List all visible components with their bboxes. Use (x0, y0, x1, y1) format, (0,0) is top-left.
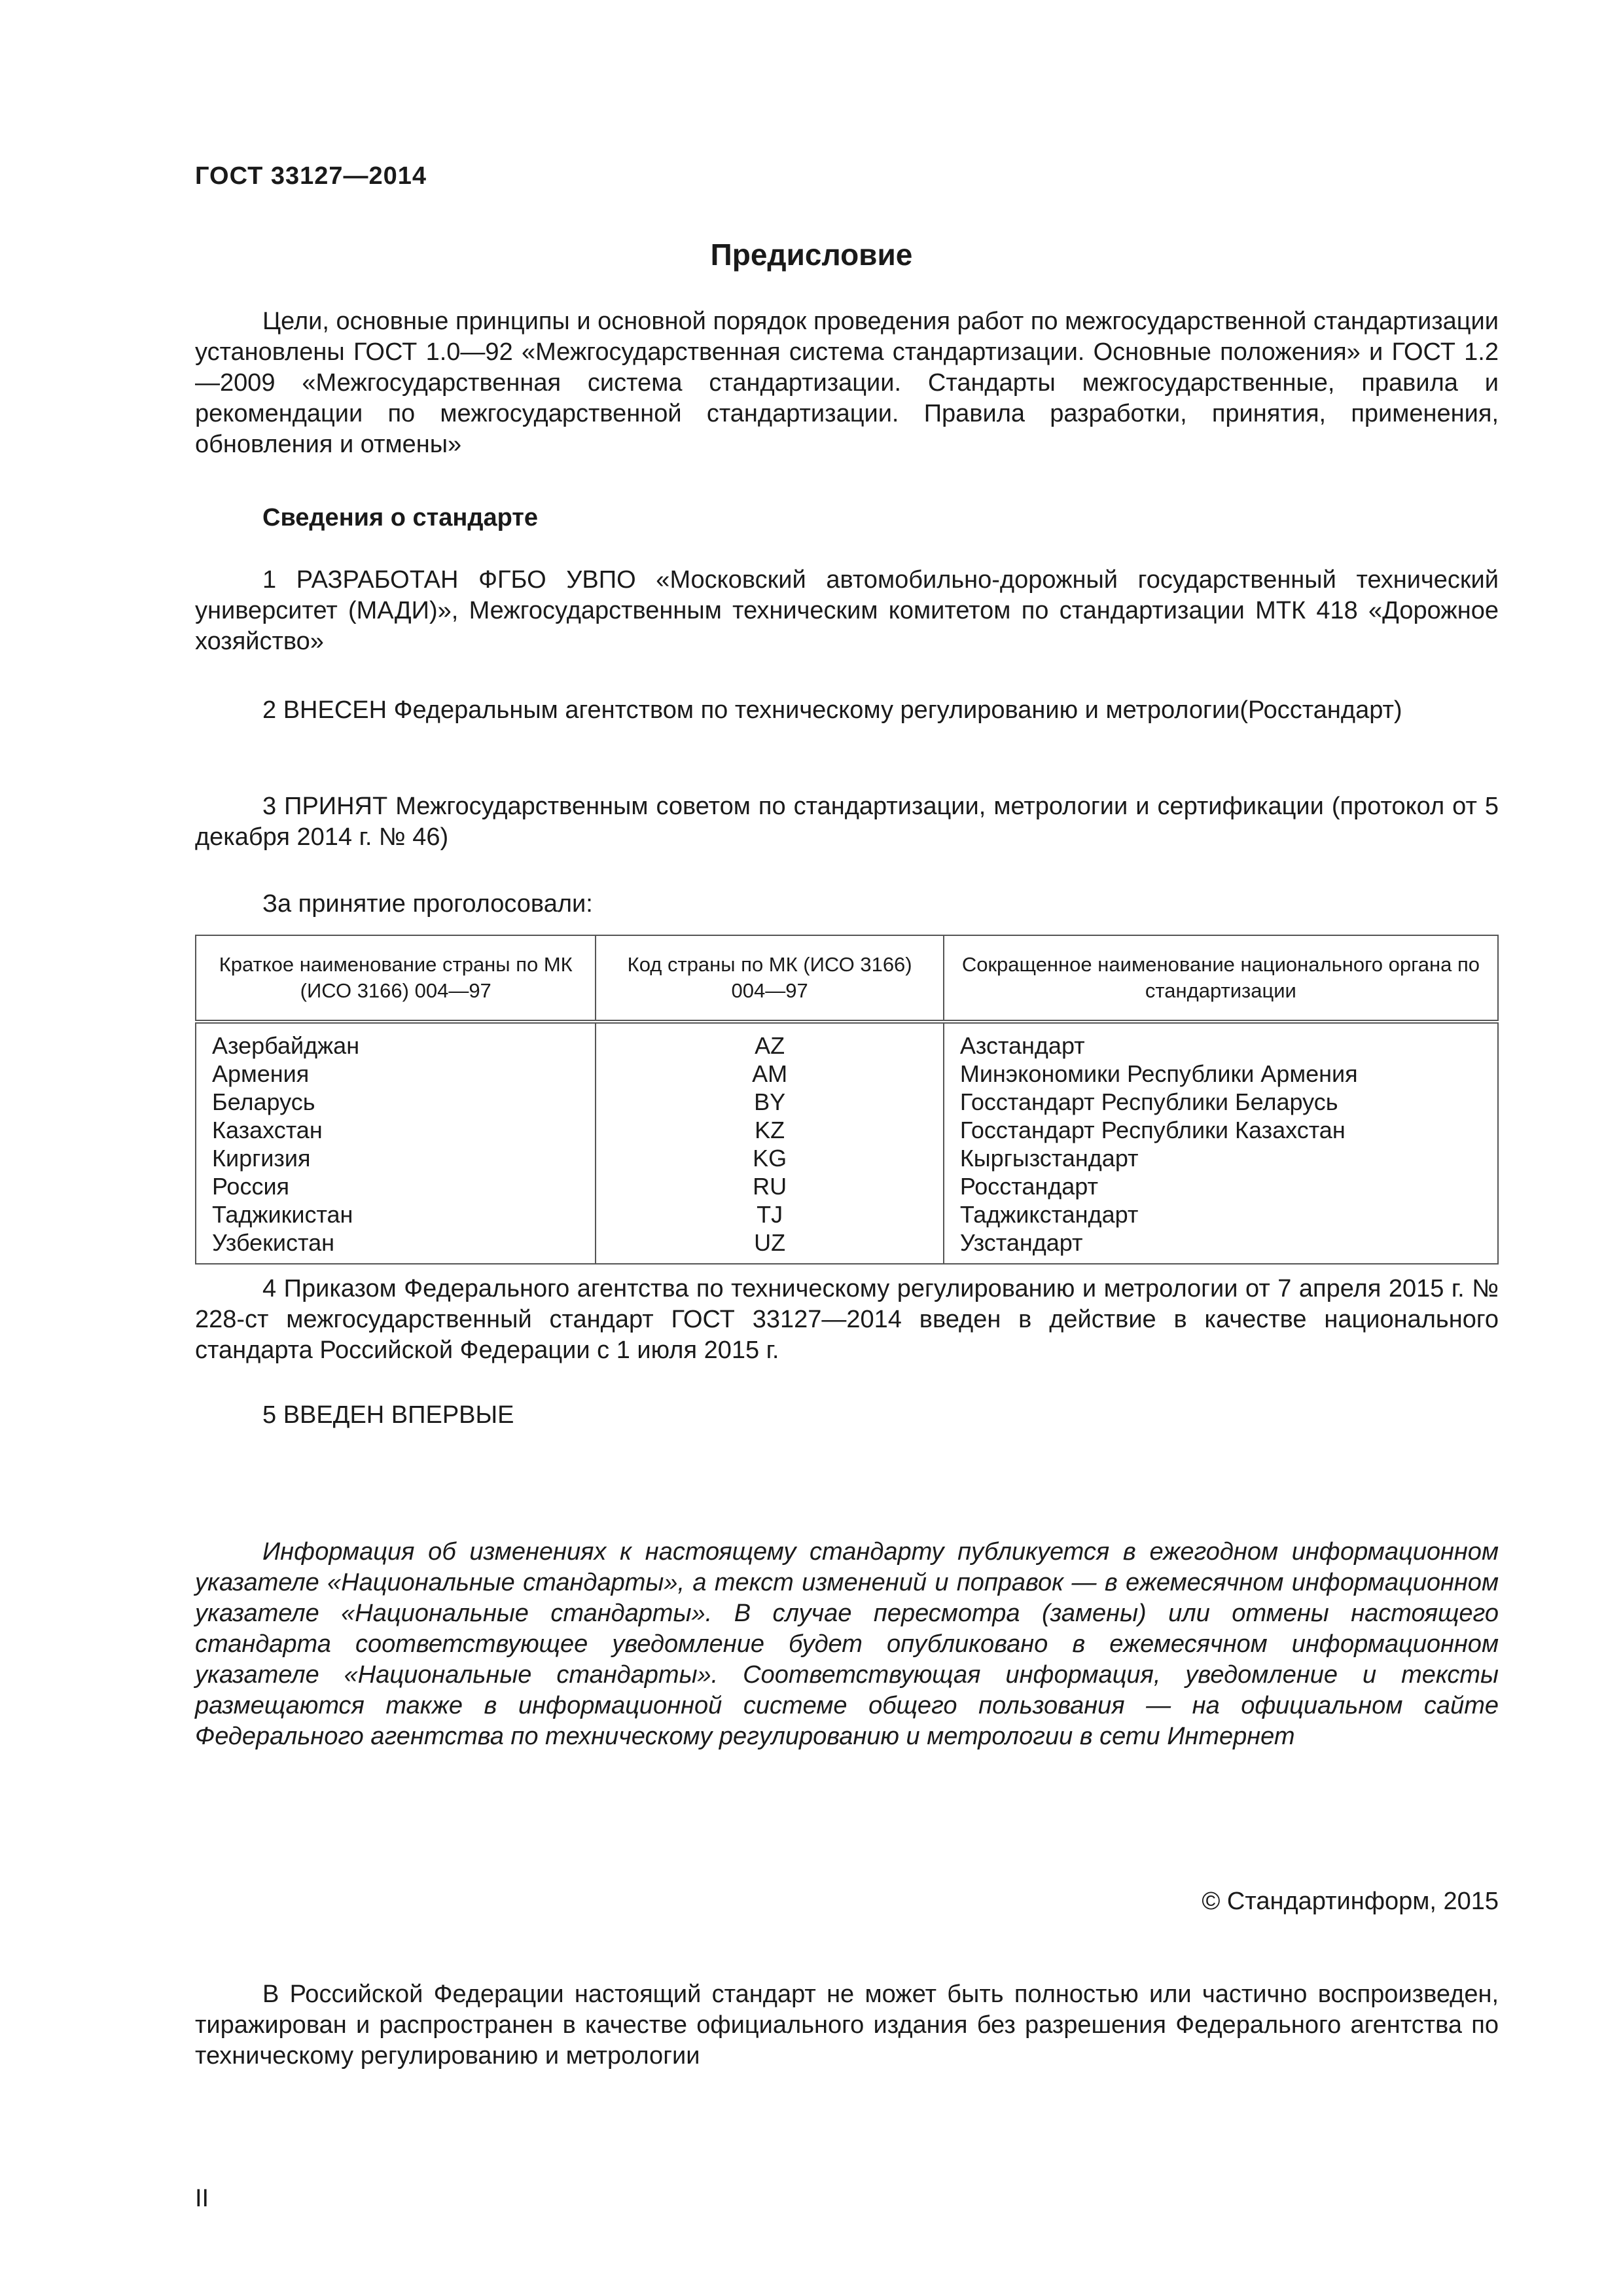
country-name: Узбекистан (196, 1229, 596, 1264)
reproduction-notice: В Российской Федерации настоящий стандарт не может быть полностью или частично воспроизведен, тиражирован и распространен в качестве официального издания без разрешения Федерального агентства по техническому регулированию и метрологии (195, 1981, 1499, 2070)
country-code: AZ (596, 1022, 943, 1060)
table-row (196, 1088, 1498, 1116)
country-code: KG (596, 1144, 943, 1172)
vote-label-block (195, 889, 1499, 920)
national-body: Таджикстандарт (944, 1200, 1498, 1229)
header-national-body: Сокращенное наименование национального органа по стандартизации (944, 935, 1498, 1022)
item-submitted: 2 ВНЕСЕН Федеральным агентством по техническому регулированию и метрологии(Росстандарт) (262, 696, 1402, 724)
copyright-block (195, 1886, 1499, 1917)
country-name: Беларусь (196, 1088, 596, 1116)
table-row (196, 1116, 1498, 1144)
intro-paragraph: Цели, основные принципы и основной порядок проведения работ по межгосударственной стандартизации установлены ГОСТ 1.0—92 «Межгосударственная система стандартизации. Основные положения» и ГОСТ 1.2—2009 «Межгосударственная система стандартизации. Стандарты межгосударственные, правила и рекомендации по межгосударственной стандартизации. Правила разработки, принятия, применения, обновления и отмены» (195, 308, 1499, 458)
country-name: Россия (196, 1172, 596, 1200)
header-country-name: Краткое наименование страны по МК (ИСО 3166) 004—97 (196, 935, 596, 1022)
page-title: Предисловие (710, 238, 913, 272)
country-name: Таджикистан (196, 1200, 596, 1229)
vote-label: За принятие проголосовали: (262, 890, 593, 918)
country-code: RU (596, 1172, 943, 1200)
table-row (196, 1172, 1498, 1200)
page-number: II (195, 2185, 209, 2212)
info-heading-block (195, 503, 1499, 533)
table-row (196, 1022, 1498, 1060)
country-name: Армения (196, 1060, 596, 1088)
info-heading: Сведения о стандарте (262, 504, 539, 531)
table-row (196, 1200, 1498, 1229)
country-code: BY (596, 1088, 943, 1116)
country-code: AM (596, 1060, 943, 1088)
document-header: ГОСТ 33127—2014 (195, 162, 427, 190)
country-code: KZ (596, 1116, 943, 1144)
item3-block (195, 791, 1499, 853)
national-body: Росстандарт (944, 1172, 1498, 1200)
item-enacted: 4 Приказом Федерального агентства по техническому регулированию и метрологии от 7 апреля 2015 г. № 228-ст межгосударственный стандарт ГОСТ 33127—2014 введен в действие в качестве национального стандарта Российской Федерации с 1 июля 2015 г. (195, 1275, 1499, 1364)
copyright: © Стандартинформ, 2015 (1202, 1888, 1499, 1915)
changes-info-block (195, 1537, 1499, 1752)
item-first-introduced: 5 ВВЕДЕН ВПЕРВЫЕ (262, 1401, 514, 1429)
country-name: Азербайджан (196, 1022, 596, 1060)
item4-block (195, 1274, 1499, 1366)
national-body: Азстандарт (944, 1022, 1498, 1060)
changes-info: Информация об изменениях к настоящему стандарту публикуется в ежегодном информационном указателе «Национальные стандарты», а текст изменений и поправок — в ежемесячном информационном указателе «Национальные стандарты». В случае пересмотра (замены) или отмены настоящего стандарта соответствующее уведомление будет опубликовано в ежемесячном информационном указателе «Национальные стандарты». Соответствующая информация, уведомление и тексты размещаются также в информационной системе общего пользования — на официальном сайте Федерального агентства по техническому регулированию и метрологии в сети Интернет (195, 1538, 1499, 1750)
national-body: Кыргызстандарт (944, 1144, 1498, 1172)
national-body: Минэкономики Республики Армения (944, 1060, 1498, 1088)
table-header-row (196, 935, 1498, 1022)
table-row (196, 1144, 1498, 1172)
country-code: TJ (596, 1200, 943, 1229)
intro-block (195, 306, 1499, 460)
item1-block (195, 565, 1499, 657)
item-adopted: 3 ПРИНЯТ Межгосударственным советом по стандартизации, метрологии и сертификации (протокол от 5 декабря 2014 г. № 46) (195, 793, 1499, 851)
table-row (196, 1229, 1498, 1264)
national-body: Узстандарт (944, 1229, 1498, 1264)
national-body: Госстандарт Республики Казахстан (944, 1116, 1498, 1144)
item5-block (195, 1400, 1499, 1431)
country-name: Казахстан (196, 1116, 596, 1144)
country-code: UZ (596, 1229, 943, 1264)
country-name: Киргизия (196, 1144, 596, 1172)
table-row (196, 1060, 1498, 1088)
vote-table (195, 935, 1499, 1265)
item-developed: 1 РАЗРАБОТАН ФГБО УВПО «Московский автомобильно-дорожный государственный технический университет (МАДИ)», Межгосударственным техническим комитетом по стандартизации МТК 418 «Дорожное хозяйство» (195, 566, 1499, 655)
vote-table-block (195, 935, 1499, 1265)
national-body: Госстандарт Республики Беларусь (944, 1088, 1498, 1116)
header-country-code: Код страны по МК (ИСО 3166) 004—97 (596, 935, 943, 1022)
reproduction-notice-block (195, 1979, 1499, 2072)
item2-block (195, 695, 1499, 726)
